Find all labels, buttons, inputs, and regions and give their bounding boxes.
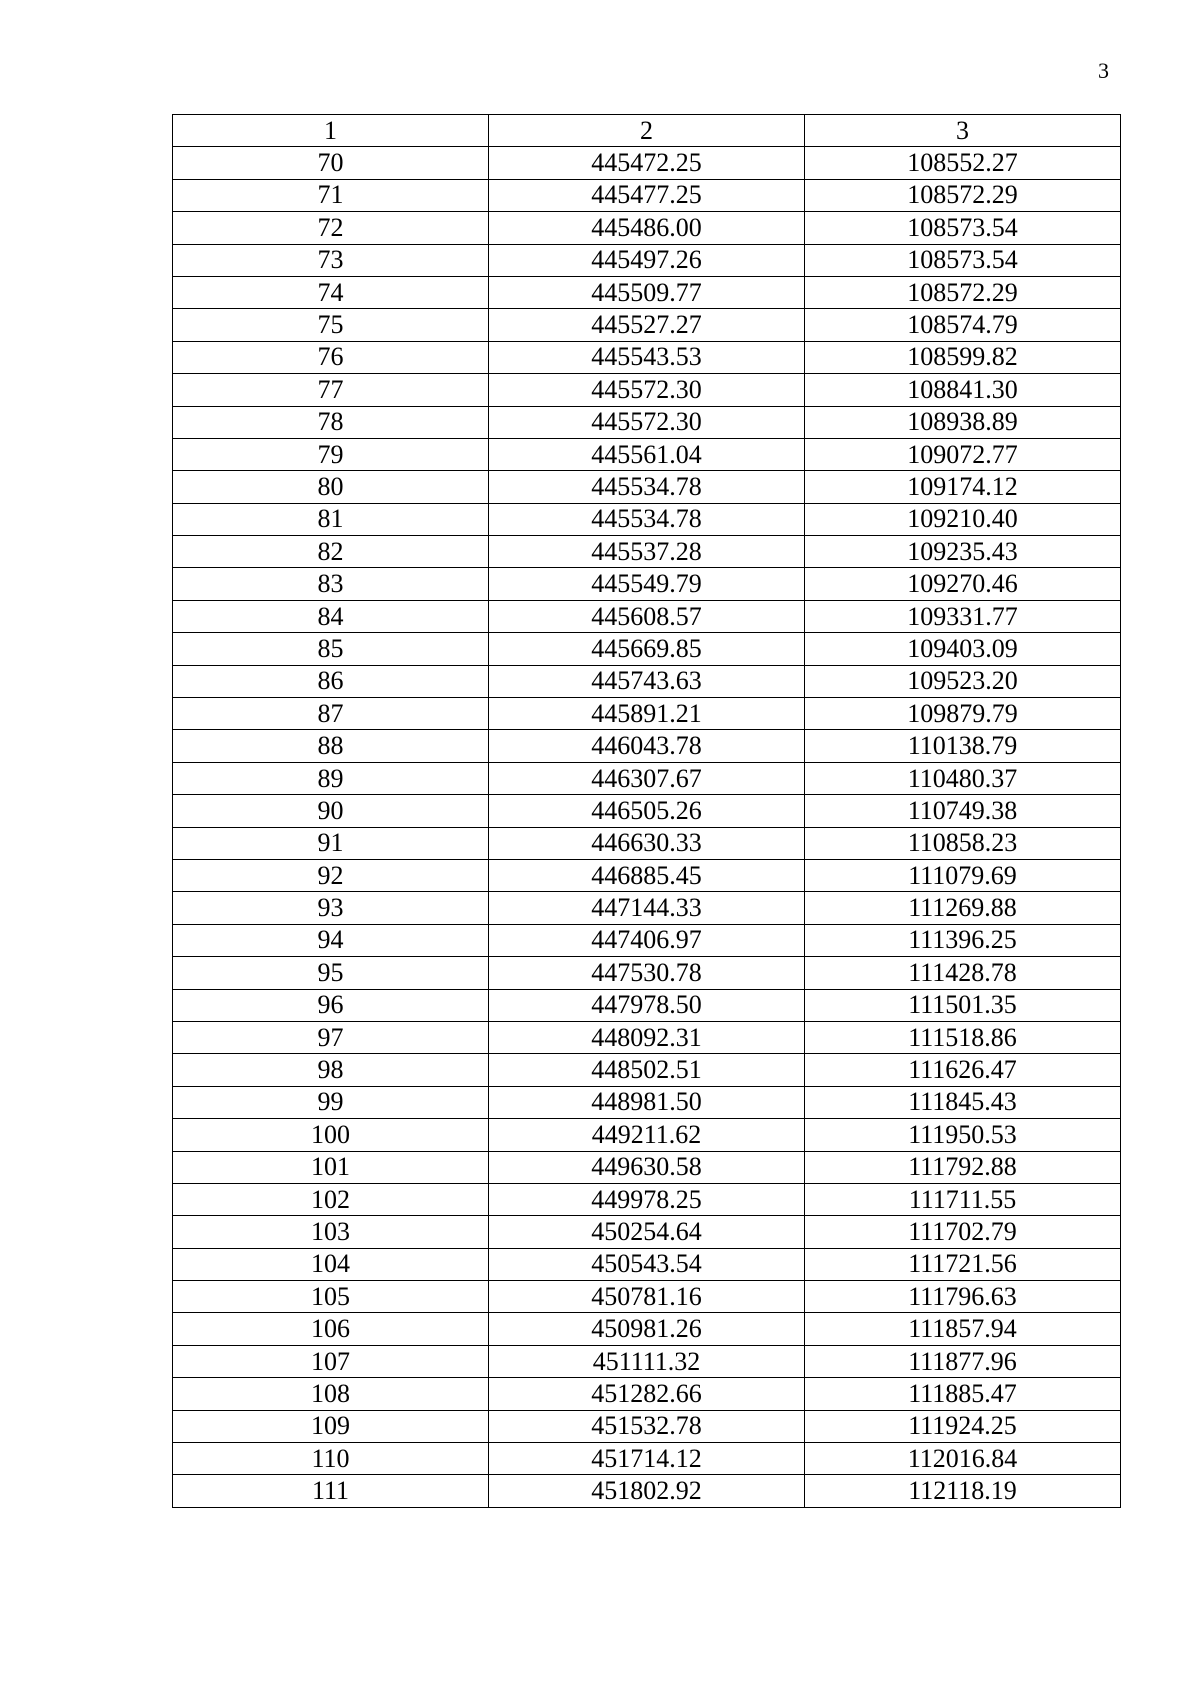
table-cell-col-1: 102: [173, 1183, 489, 1215]
table-cell-col-2: 445534.78: [489, 503, 805, 535]
table-cell-col-3: 108573.54: [805, 212, 1121, 244]
table-cell-col-1: 106: [173, 1313, 489, 1345]
table-cell-col-3: 108599.82: [805, 341, 1121, 373]
table-cell-col-1: 110: [173, 1443, 489, 1475]
table-row: [173, 212, 1121, 244]
table-cell-col-2: 445891.21: [489, 698, 805, 730]
table-cell-col-1: 107: [173, 1345, 489, 1377]
table-cell-col-3: 111792.88: [805, 1151, 1121, 1183]
table-cell-col-2: 445572.30: [489, 406, 805, 438]
table-cell-col-2: 445527.27: [489, 309, 805, 341]
table-cell-col-1: 92: [173, 859, 489, 891]
table-cell-col-1: 93: [173, 892, 489, 924]
table-cell-col-3: 108552.27: [805, 147, 1121, 179]
table-cell-col-2: 450781.16: [489, 1281, 805, 1313]
table-cell-col-3: 111721.56: [805, 1248, 1121, 1280]
table-cell-col-2: 448981.50: [489, 1086, 805, 1118]
table-row: [173, 1086, 1121, 1118]
table-cell-col-3: 108572.29: [805, 179, 1121, 211]
table-row: [173, 924, 1121, 956]
table-cell-col-2: 451714.12: [489, 1443, 805, 1475]
table-row: [173, 1021, 1121, 1053]
table-cell-col-2: 449211.62: [489, 1119, 805, 1151]
table-cell-col-3: 111702.79: [805, 1216, 1121, 1248]
table-cell-col-1: 99: [173, 1086, 489, 1118]
table-cell-col-3: 111626.47: [805, 1054, 1121, 1086]
table-cell-col-3: 108573.54: [805, 244, 1121, 276]
table-cell-col-3: 109270.46: [805, 568, 1121, 600]
table-row: [173, 179, 1121, 211]
table-cell-col-3: 111877.96: [805, 1345, 1121, 1377]
table-row: [173, 859, 1121, 891]
table-cell-col-2: 445669.85: [489, 633, 805, 665]
table-cell-col-2: 445561.04: [489, 438, 805, 470]
table-cell-col-1: 73: [173, 244, 489, 276]
table-cell-col-1: 84: [173, 600, 489, 632]
table-cell-col-3: 109235.43: [805, 536, 1121, 568]
table-cell-col-3: 111079.69: [805, 859, 1121, 891]
table-cell-col-3: 111501.35: [805, 989, 1121, 1021]
table-row: [173, 276, 1121, 308]
table-cell-col-3: 109210.40: [805, 503, 1121, 535]
table-cell-col-3: 111428.78: [805, 957, 1121, 989]
table-row: [173, 1151, 1121, 1183]
table-cell-col-1: 88: [173, 730, 489, 762]
table-cell-col-3: 109403.09: [805, 633, 1121, 665]
table-cell-col-3: 111396.25: [805, 924, 1121, 956]
table-cell-col-2: 445608.57: [489, 600, 805, 632]
table-cell-col-1: 89: [173, 762, 489, 794]
table-cell-col-3: 108574.79: [805, 309, 1121, 341]
table-row: [173, 1054, 1121, 1086]
table-cell-col-2: 451802.92: [489, 1475, 805, 1507]
table-row: [173, 1475, 1121, 1507]
table-cell-col-1: 104: [173, 1248, 489, 1280]
table-row: [173, 698, 1121, 730]
table-cell-col-1: 75: [173, 309, 489, 341]
table-row: [173, 1443, 1121, 1475]
table-row: [173, 406, 1121, 438]
table-cell-col-2: 450981.26: [489, 1313, 805, 1345]
table-cell-col-2: 445572.30: [489, 374, 805, 406]
table-cell-col-1: 91: [173, 827, 489, 859]
table-row: [173, 309, 1121, 341]
table-cell-col-1: 111: [173, 1475, 489, 1507]
table-cell-col-2: 445497.26: [489, 244, 805, 276]
table-cell-col-1: 108: [173, 1378, 489, 1410]
table-cell-col-2: 449978.25: [489, 1183, 805, 1215]
table-cell-col-1: 85: [173, 633, 489, 665]
table-cell-col-1: 109: [173, 1410, 489, 1442]
table-row: [173, 762, 1121, 794]
table-cell-col-3: 112118.19: [805, 1475, 1121, 1507]
table-row: [173, 1248, 1121, 1280]
table-row: [173, 600, 1121, 632]
table-cell-col-2: 447978.50: [489, 989, 805, 1021]
table-cell-col-1: 94: [173, 924, 489, 956]
table-cell-col-2: 450254.64: [489, 1216, 805, 1248]
table-row: [173, 1281, 1121, 1313]
table-cell-col-3: 108841.30: [805, 374, 1121, 406]
table-cell-col-3: 111924.25: [805, 1410, 1121, 1442]
table-cell-col-1: 98: [173, 1054, 489, 1086]
table-row: [173, 244, 1121, 276]
table-row: [173, 1119, 1121, 1151]
table-cell-col-1: 70: [173, 147, 489, 179]
table-cell-col-1: 82: [173, 536, 489, 568]
table-cell-col-3: 108938.89: [805, 406, 1121, 438]
table-row: [173, 989, 1121, 1021]
column-header-2: 2: [489, 115, 805, 147]
table-row: [173, 795, 1121, 827]
table-row: [173, 1410, 1121, 1442]
table-row: [173, 730, 1121, 762]
table-cell-col-3: 109879.79: [805, 698, 1121, 730]
table-cell-col-1: 86: [173, 665, 489, 697]
table-row: [173, 1313, 1121, 1345]
table-cell-col-1: 78: [173, 406, 489, 438]
table-row: [173, 341, 1121, 373]
table-cell-col-3: 111269.88: [805, 892, 1121, 924]
table-cell-col-1: 100: [173, 1119, 489, 1151]
table-cell-col-1: 72: [173, 212, 489, 244]
table-cell-col-2: 447144.33: [489, 892, 805, 924]
table-cell-col-3: 111857.94: [805, 1313, 1121, 1345]
table-cell-col-1: 103: [173, 1216, 489, 1248]
table-cell-col-1: 97: [173, 1021, 489, 1053]
table-cell-col-1: 80: [173, 471, 489, 503]
table-cell-col-3: 110138.79: [805, 730, 1121, 762]
table-cell-col-2: 445543.53: [489, 341, 805, 373]
table-cell-col-1: 77: [173, 374, 489, 406]
table-cell-col-3: 112016.84: [805, 1443, 1121, 1475]
table-cell-col-3: 109072.77: [805, 438, 1121, 470]
table-cell-col-2: 450543.54: [489, 1248, 805, 1280]
table-cell-col-3: 111885.47: [805, 1378, 1121, 1410]
table-cell-col-3: 111796.63: [805, 1281, 1121, 1313]
table-cell-col-2: 446630.33: [489, 827, 805, 859]
table-cell-col-2: 445509.77: [489, 276, 805, 308]
table-cell-col-1: 95: [173, 957, 489, 989]
table-cell-col-2: 451532.78: [489, 1410, 805, 1442]
table-cell-col-1: 81: [173, 503, 489, 535]
table-cell-col-3: 110480.37: [805, 762, 1121, 794]
table-row: [173, 957, 1121, 989]
table-cell-col-3: 108572.29: [805, 276, 1121, 308]
column-header-1: 1: [173, 115, 489, 147]
table-row: [173, 633, 1121, 665]
table-row: [173, 1378, 1121, 1410]
table-cell-col-2: 445537.28: [489, 536, 805, 568]
table-row: [173, 568, 1121, 600]
table-cell-col-2: 445477.25: [489, 179, 805, 211]
table-cell-col-3: 111845.43: [805, 1086, 1121, 1118]
table-cell-col-2: 451111.32: [489, 1345, 805, 1377]
page-number: 3: [1098, 58, 1109, 83]
table-row: [173, 147, 1121, 179]
table-row: [173, 374, 1121, 406]
table-cell-col-2: 445486.00: [489, 212, 805, 244]
table-row: [173, 665, 1121, 697]
table-cell-col-1: 101: [173, 1151, 489, 1183]
table-row: [173, 471, 1121, 503]
table-cell-col-1: 76: [173, 341, 489, 373]
table-cell-col-1: 79: [173, 438, 489, 470]
table-cell-col-1: 90: [173, 795, 489, 827]
table-cell-col-2: 445549.79: [489, 568, 805, 600]
table-cell-col-2: 451282.66: [489, 1378, 805, 1410]
table-cell-col-2: 447406.97: [489, 924, 805, 956]
table-body: [173, 147, 1121, 1507]
table-cell-col-2: 446505.26: [489, 795, 805, 827]
table-row: [173, 438, 1121, 470]
table-cell-col-3: 110858.23: [805, 827, 1121, 859]
table-cell-col-2: 445472.25: [489, 147, 805, 179]
table-row: [173, 503, 1121, 535]
table-cell-col-3: 109331.77: [805, 600, 1121, 632]
table-cell-col-1: 83: [173, 568, 489, 600]
table-cell-col-2: 449630.58: [489, 1151, 805, 1183]
table-cell-col-3: 111711.55: [805, 1183, 1121, 1215]
table-row: [173, 536, 1121, 568]
table-cell-col-2: 447530.78: [489, 957, 805, 989]
table-cell-col-2: 445534.78: [489, 471, 805, 503]
table-row: [173, 1345, 1121, 1377]
coordinates-table: [172, 114, 1121, 1508]
table-cell-col-2: 448502.51: [489, 1054, 805, 1086]
table-row: [173, 1183, 1121, 1215]
table-cell-col-2: 448092.31: [489, 1021, 805, 1053]
table-cell-col-3: 111518.86: [805, 1021, 1121, 1053]
table-cell-col-3: 111950.53: [805, 1119, 1121, 1151]
table-row: [173, 1216, 1121, 1248]
table-cell-col-3: 109174.12: [805, 471, 1121, 503]
table-cell-col-1: 96: [173, 989, 489, 1021]
table-cell-col-1: 71: [173, 179, 489, 211]
table-header-row: [173, 115, 1121, 147]
table-cell-col-2: 446307.67: [489, 762, 805, 794]
table-row: [173, 892, 1121, 924]
table-cell-col-1: 74: [173, 276, 489, 308]
table-cell-col-2: 445743.63: [489, 665, 805, 697]
table-cell-col-1: 105: [173, 1281, 489, 1313]
table-cell-col-3: 110749.38: [805, 795, 1121, 827]
table-row: [173, 827, 1121, 859]
table-cell-col-1: 87: [173, 698, 489, 730]
column-header-3: 3: [805, 115, 1121, 147]
table-cell-col-2: 446885.45: [489, 859, 805, 891]
table-cell-col-3: 109523.20: [805, 665, 1121, 697]
table-cell-col-2: 446043.78: [489, 730, 805, 762]
